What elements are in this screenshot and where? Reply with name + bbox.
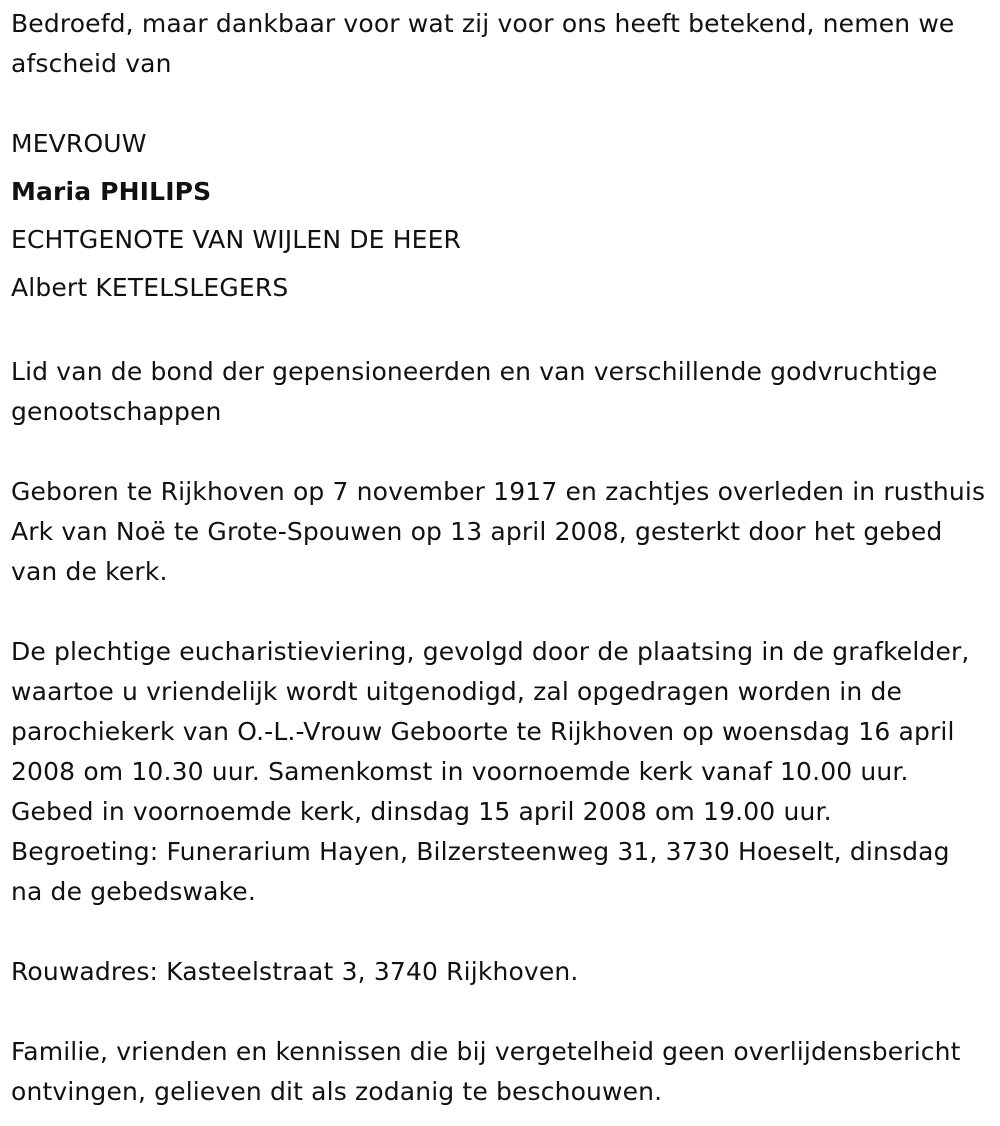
spacer — [11, 992, 986, 1032]
deceased-block — [11, 120, 986, 312]
birth-death-paragraph: Geboren te Rijkhoven op 7 november 1917 en zachtjes overleden in rusthuis Ark van Noë te Grote-Spouwen op 13 april 2008, gesterkt door het gebed van de kerk. — [11, 477, 986, 586]
address-paragraph: Rouwadres: Kasteelstraat 3, 3740 Rijkhoven. — [11, 957, 579, 986]
intro-paragraph: Bedroefd, maar dankbaar voor wat zij voor ons heeft betekend, nemen we afscheid van — [11, 9, 955, 78]
spacer — [11, 912, 986, 952]
deceased-title: MEVROUW — [11, 129, 147, 158]
ceremony-paragraph: De plechtige eucharistieviering, gevolgd door de plaatsing in de grafkelder, waartoe u vriendelijk wordt uitgenodigd, zal opgedragen worden in de parochiekerk van O.-L.-Vrouw Geboorte te Rijkhoven op woensdag 16 april 2008 om 10.30 uur. Samenkomst in voornoemde kerk vanaf 10.00 uur. Gebed in voornoemde kerk, dinsdag 15 april 2008 om 19.00 uur. Begroeting: Funerarium Hayen, Bilzersteenweg 31, 3730 Hoeselt, dinsdag na de gebedswake. — [11, 637, 970, 906]
spacer — [11, 84, 986, 124]
deceased-relation: ECHTGENOTE VAN WIJLEN DE HEER — [11, 225, 462, 254]
spouse-name: Albert KETELSLEGERS — [11, 273, 289, 302]
deceased-name: Maria PHILIPS — [11, 177, 212, 206]
membership-paragraph: Lid van de bond der gepensioneerden en van verschillende godvruchtige genootschappen — [11, 357, 938, 426]
spacer — [11, 432, 986, 472]
spacer — [11, 592, 986, 632]
obituary-notice — [11, 4, 986, 1112]
spacer — [11, 312, 986, 352]
closing-paragraph: Familie, vrienden en kennissen die bij vergetelheid geen overlijdensbericht ontvingen, gelieven dit als zodanig te beschouwen. — [11, 1037, 961, 1106]
